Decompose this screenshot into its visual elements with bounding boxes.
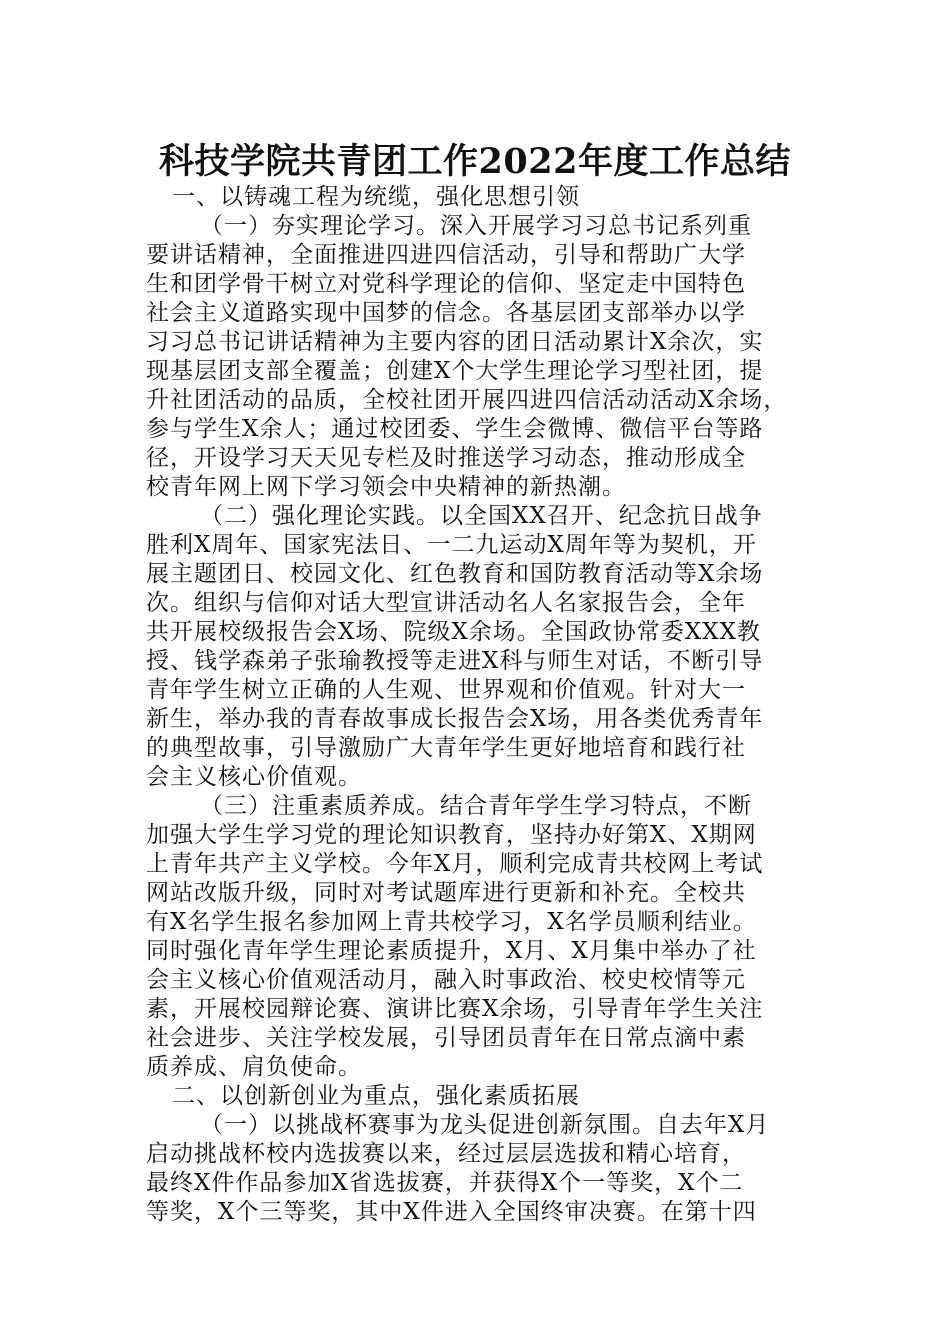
paragraph-line: 最终X件作品参加X省选拔赛，并获得X个一等奖，X个二: [146, 1170, 744, 1196]
paragraph-line: 胜利X周年、国家宪法日、一二九运动X周年等为契机，开: [146, 532, 757, 558]
paragraph-line: 参与学生X余人；通过校团委、学生会微博、微信平台等路: [146, 416, 764, 442]
paragraph-line: 青年学生树立正确的人生观、世界观和价值观。针对大一: [146, 677, 746, 703]
paragraph-line: 共开展校级报告会X场、院级X余场。全国政协常委XXX教: [146, 619, 761, 645]
paragraph-line: 授、钱学森弟子张瑜教授等走进X科与师生对话，不断引导: [146, 648, 764, 674]
paragraph-line: 要讲话精神，全面推进四进四信活动，引导和帮助广大学: [146, 242, 746, 268]
paragraph-line: 加强大学生学习党的理论知识教育，坚持办好第X、X期网: [146, 822, 757, 848]
paragraph-line: 素，开展校园辩论赛、演讲比赛X余场，引导青年学生关注: [146, 996, 764, 1022]
document-title: 科技学院共青团工作2022年度工作总结: [159, 141, 791, 182]
paragraph-line: 社会进步、关注学校发展，引导团员青年在日常点滴中素: [146, 1025, 746, 1051]
paragraph-line: 习习总书记讲话精神为主要内容的团日活动累计X余次，实: [146, 329, 764, 355]
paragraph-line: 同时强化青年学生理论素质提升，X月、X月集中举办了社: [146, 938, 757, 964]
section-heading-2: 二、以创新创业为重点，强化素质拓展: [172, 1083, 580, 1109]
section-heading-1: 一、以铸魂工程为统缆，强化思想引领: [172, 184, 580, 210]
paragraph-line: 生和团学骨干树立对党科学理论的信仰、坚定走中国特色: [146, 271, 746, 297]
paragraph-line: （三）注重素质养成。结合青年学生学习特点，不断: [200, 793, 752, 819]
paragraph-line: （一）以挑战杯赛事为龙头促进创新氛围。自去年X月: [200, 1112, 770, 1138]
paragraph-line: 次。组织与信仰对话大型宣讲活动名人名家报告会，全年: [146, 590, 746, 616]
paragraph-line: （二）强化理论实践。以全国XX召开、纪念抗日战争: [200, 503, 763, 529]
paragraph-line: 社会主义道路实现中国梦的信念。各基层团支部举办以学: [146, 300, 746, 326]
paragraph-line: 网站改版升级，同时对考试题库进行更新和补充。全校共: [146, 880, 746, 906]
paragraph-line: 启动挑战杯校内选拔赛以来，经过层层选拔和精心培育，: [146, 1141, 746, 1167]
paragraph-line: 的典型故事，引导激励广大青年学生更好地培育和践行社: [146, 735, 746, 761]
paragraph-line: 升社团活动的品质，全校社团开展四进四信活动活动X余场，: [146, 387, 788, 413]
paragraph-line: 会主义核心价值观活动月，融入时事政治、校史校情等元: [146, 967, 746, 993]
paragraph-line: 会主义核心价值观。: [146, 764, 362, 790]
paragraph-line: 质养成、肩负使命。: [146, 1054, 362, 1080]
paragraph-line: 现基层团支部全覆盖；创建X个大学生理论学习型社团，提: [146, 358, 764, 384]
paragraph-line: 上青年共产主义学校。今年X月，顺利完成青共校网上考试: [146, 851, 764, 877]
paragraph-line: 等奖，X个三等奖，其中X件进入全国终审决赛。在第十四: [146, 1199, 757, 1225]
paragraph-line: 新生，举办我的青春故事成长报告会X场，用各类优秀青年: [146, 706, 764, 732]
paragraph-line: 径，开设学习天天见专栏及时推送学习动态，推动形成全: [146, 445, 746, 471]
paragraph-line: 校青年网上网下学习领会中央精神的新热潮。: [146, 474, 626, 500]
paragraph-line: 有X名学生报名参加网上青共校学习，X名学员顺利结业。: [146, 909, 757, 935]
paragraph-line: （一）夯实理论学习。深入开展学习习总书记系列重: [200, 213, 752, 239]
paragraph-line: 展主题团日、校园文化、红色教育和国防教育活动等X余场: [146, 561, 764, 587]
